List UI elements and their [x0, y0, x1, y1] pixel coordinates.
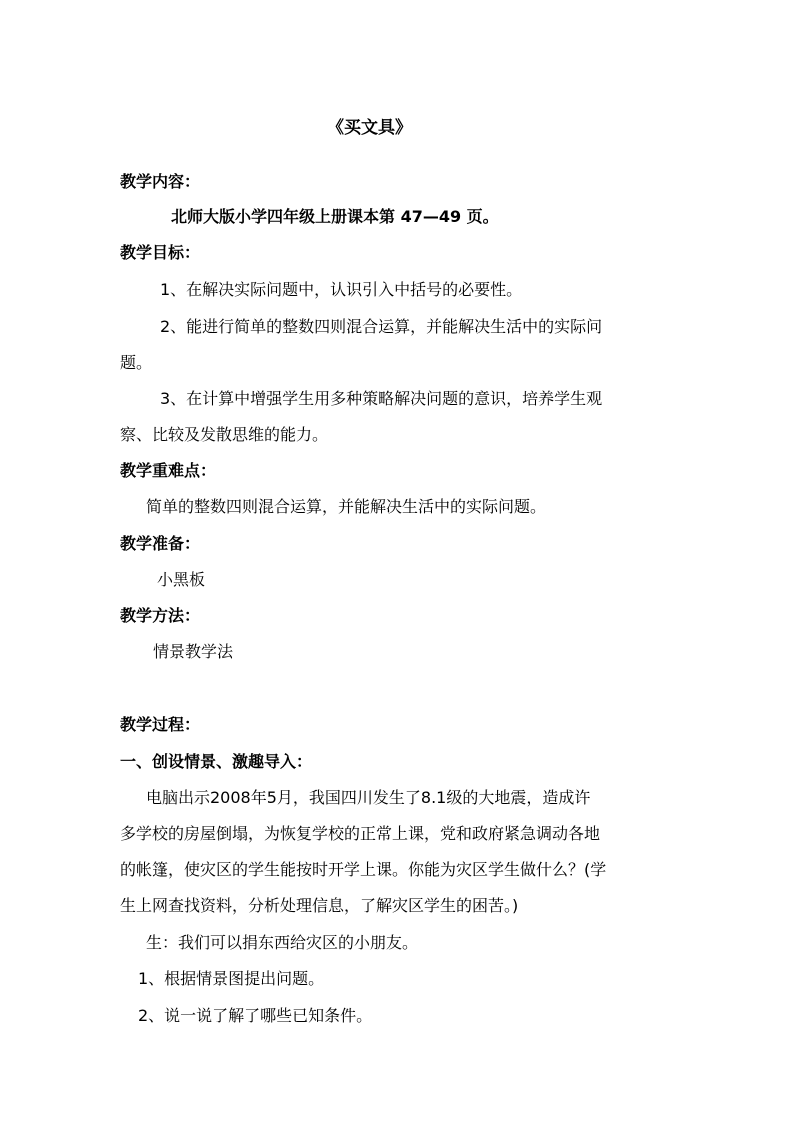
para-1-line3: 的帐篷，使灾区的学生能按时开学上课。你能为灾区学生做什么？(学 [120, 860, 607, 879]
step-2: 2、说一说了解了哪些已知条件。 [138, 1006, 373, 1025]
objectives-heading: 教学目标： [120, 243, 201, 262]
section-1-heading: 一、创设情景、激趣导入： [120, 752, 313, 771]
content-heading: 教学内容： [120, 172, 201, 191]
preparation-text: 小黑板 [157, 570, 206, 589]
objective-2-line2: 题。 [120, 353, 153, 372]
method-text: 情景教学法 [153, 642, 234, 661]
keypoints-text: 简单的整数四则混合运算，并能解决生活中的实际问题。 [146, 497, 547, 516]
process-heading: 教学过程： [120, 715, 201, 734]
preparation-heading: 教学准备： [120, 534, 201, 553]
para-1-line1: 电脑出示2008年5月，我国四川发生了8.1级的大地震，造成许 [146, 788, 591, 807]
objective-3-line1: 3、在计算中增强学生用多种策略解决问题的意识，培养学生观 [160, 389, 603, 408]
document-title: 《买文具》 [327, 118, 412, 138]
objective-2-line1: 2、能进行简单的整数四则混合运算，并能解决生活中的实际问 [160, 317, 603, 336]
student-reply: 生：我们可以捐东西给灾区的小朋友。 [146, 933, 419, 952]
objective-3-line2: 察、比较及发散思维的能力。 [120, 425, 329, 444]
para-1-line4: 生上网查找资料，分析处理信息，了解灾区学生的困苦。) [120, 896, 519, 915]
para-1-line2: 多学校的房屋倒塌，为恢复学校的正常上课，党和政府紧急调动各地 [120, 824, 601, 843]
step-1: 1、根据情景图提出问题。 [138, 969, 325, 988]
content-text: 北师大版小学四年级上册课本第 47—49 页。 [171, 207, 499, 226]
method-heading: 教学方法： [120, 606, 201, 625]
objective-1: 1、在解决实际问题中，认识引入中括号的必要性。 [160, 280, 523, 299]
keypoints-heading: 教学重难点： [120, 461, 217, 480]
